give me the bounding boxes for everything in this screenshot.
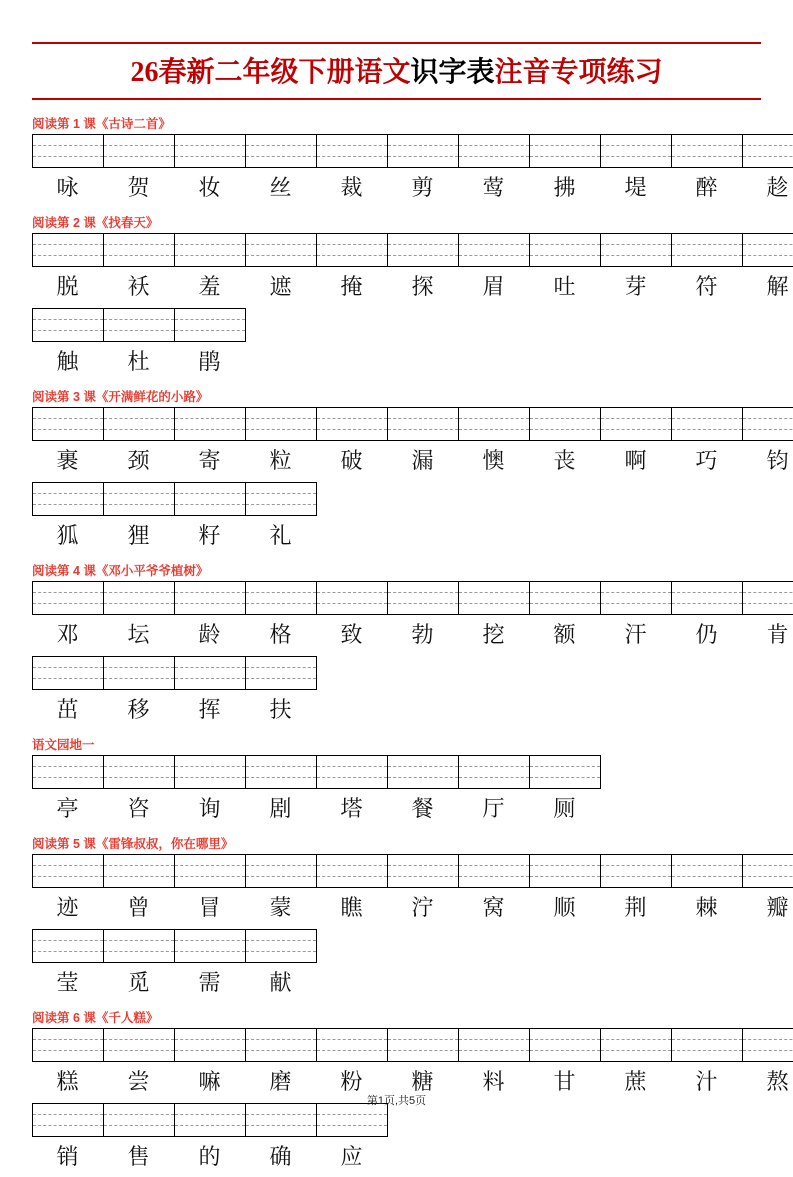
pinyin-write-cell[interactable] [246, 135, 317, 167]
pinyin-write-cell[interactable] [246, 855, 317, 887]
pinyin-write-cell[interactable] [33, 408, 104, 440]
hanzi-cell: 莺 [482, 175, 505, 200]
hanzi-cell: 献 [269, 970, 292, 995]
pinyin-write-cell[interactable] [104, 1104, 175, 1136]
pinyin-write-cell[interactable] [104, 309, 175, 341]
pinyin-write-cell[interactable] [672, 408, 743, 440]
pinyin-write-cell[interactable] [459, 582, 530, 614]
pinyin-write-cell[interactable] [459, 1029, 530, 1061]
hanzi-cell: 移 [127, 697, 150, 722]
hanzi-row [32, 441, 793, 481]
hanzi-cell: 仍 [695, 622, 718, 647]
pinyin-grid-row [32, 755, 601, 789]
hanzi-row [32, 342, 245, 382]
pinyin-write-cell[interactable] [672, 135, 743, 167]
hanzi-cell: 礼 [269, 523, 292, 548]
hanzi-row [32, 1137, 387, 1177]
pinyin-write-cell[interactable] [388, 756, 459, 788]
pinyin-write-cell[interactable] [388, 135, 459, 167]
pinyin-write-cell[interactable] [175, 135, 246, 167]
pinyin-write-cell[interactable] [175, 1104, 246, 1136]
hanzi-cell: 挥 [198, 697, 221, 722]
hanzi-cell: 挖 [482, 622, 505, 647]
hanzi-cell: 厕 [553, 796, 576, 821]
pinyin-write-cell[interactable] [104, 657, 175, 689]
hanzi-cell: 的 [198, 1144, 221, 1169]
pinyin-write-cell[interactable] [317, 1104, 388, 1136]
pinyin-write-cell[interactable] [175, 234, 246, 266]
pinyin-write-cell[interactable] [33, 657, 104, 689]
pinyin-write-cell[interactable] [33, 135, 104, 167]
pinyin-write-cell[interactable] [175, 855, 246, 887]
pinyin-write-cell[interactable] [743, 408, 793, 440]
hanzi-cell: 顺 [553, 895, 576, 920]
hanzi-cell: 妆 [198, 175, 221, 200]
hanzi-cell: 袄 [127, 274, 150, 299]
character-row-block [30, 482, 763, 556]
sections-container [30, 114, 789, 1177]
title-part-2: 识字表 [410, 57, 495, 88]
hanzi-cell: 曾 [127, 895, 150, 920]
hanzi-cell: 鹃 [198, 349, 221, 374]
hanzi-cell: 裹 [56, 448, 79, 473]
hanzi-cell: 确 [269, 1144, 292, 1169]
pinyin-write-cell[interactable] [388, 408, 459, 440]
pinyin-write-cell[interactable] [672, 582, 743, 614]
pinyin-grid-row [32, 407, 793, 441]
hanzi-row [32, 888, 793, 928]
lesson-section [30, 735, 763, 829]
page-footer: 第1页,共5页 [366, 1095, 427, 1107]
hanzi-cell: 拂 [553, 175, 576, 200]
hanzi-cell: 餐 [411, 796, 434, 821]
hanzi-cell: 茁 [56, 697, 79, 722]
hanzi-cell: 咨 [127, 796, 150, 821]
hanzi-cell: 瓣 [766, 895, 789, 920]
pinyin-write-cell[interactable] [175, 1029, 246, 1061]
hanzi-cell: 巧 [695, 448, 718, 473]
pinyin-write-cell[interactable] [530, 1029, 601, 1061]
hanzi-cell: 汁 [695, 1069, 718, 1094]
hanzi-cell: 糕 [56, 1069, 79, 1094]
pinyin-write-cell[interactable] [459, 408, 530, 440]
hanzi-cell: 裁 [340, 175, 363, 200]
hanzi-cell: 致 [340, 622, 363, 647]
hanzi-cell: 汗 [624, 622, 647, 647]
pinyin-write-cell[interactable] [317, 234, 388, 266]
pinyin-write-cell[interactable] [743, 582, 793, 614]
pinyin-write-cell[interactable] [388, 1029, 459, 1061]
hanzi-row [32, 963, 316, 1003]
hanzi-cell: 漏 [411, 448, 434, 473]
hanzi-cell: 破 [340, 448, 363, 473]
hanzi-cell: 堤 [624, 175, 647, 200]
pinyin-write-cell[interactable] [246, 756, 317, 788]
hanzi-cell: 蔗 [624, 1069, 647, 1094]
pinyin-write-cell[interactable] [246, 930, 317, 962]
pinyin-write-cell[interactable] [601, 1029, 672, 1061]
hanzi-cell: 粉 [340, 1069, 363, 1094]
hanzi-cell: 解 [766, 274, 789, 299]
pinyin-write-cell[interactable] [104, 855, 175, 887]
pinyin-write-cell[interactable] [672, 1029, 743, 1061]
hanzi-cell: 亭 [56, 796, 79, 821]
hanzi-cell: 颈 [127, 448, 150, 473]
hanzi-cell: 糖 [411, 1069, 434, 1094]
hanzi-row [32, 615, 793, 655]
hanzi-cell: 钧 [766, 448, 789, 473]
pinyin-write-cell[interactable] [104, 135, 175, 167]
hanzi-cell: 探 [411, 274, 434, 299]
pinyin-write-cell[interactable] [317, 408, 388, 440]
character-row-block [30, 1103, 763, 1177]
section-label: 阅读第 5 课《雷锋叔叔，你在哪里》 [32, 837, 234, 851]
hanzi-cell: 啊 [624, 448, 647, 473]
hanzi-cell: 丧 [553, 448, 576, 473]
hanzi-cell: 吐 [553, 274, 576, 299]
hanzi-cell: 迹 [56, 895, 79, 920]
hanzi-cell: 格 [269, 622, 292, 647]
pinyin-grid-row [32, 134, 793, 168]
pinyin-write-cell[interactable] [317, 855, 388, 887]
hanzi-cell: 料 [482, 1069, 505, 1094]
character-row-block [30, 407, 789, 481]
title-part-1: 26春新二年级下册语文 [130, 57, 411, 88]
hanzi-cell: 触 [56, 349, 79, 374]
pinyin-write-cell[interactable] [530, 135, 601, 167]
hanzi-cell: 狸 [127, 523, 150, 548]
pinyin-write-cell[interactable] [530, 582, 601, 614]
pinyin-write-cell[interactable] [530, 855, 601, 887]
pinyin-write-cell[interactable] [175, 930, 246, 962]
pinyin-write-cell[interactable] [743, 855, 793, 887]
pinyin-write-cell[interactable] [33, 1029, 104, 1061]
hanzi-cell: 坛 [127, 622, 150, 647]
lesson-section [30, 387, 789, 556]
hanzi-cell: 窝 [482, 895, 505, 920]
section-label: 阅读第 2 课《找春天》 [32, 216, 159, 230]
hanzi-cell: 塔 [340, 796, 363, 821]
section-label: 阅读第 6 课《千人糕》 [32, 1011, 159, 1025]
hanzi-cell: 眉 [482, 274, 505, 299]
hanzi-cell: 需 [198, 970, 221, 995]
pinyin-write-cell[interactable] [317, 756, 388, 788]
pinyin-write-cell[interactable] [601, 855, 672, 887]
hanzi-cell: 遮 [269, 274, 292, 299]
pinyin-write-cell[interactable] [175, 408, 246, 440]
hanzi-cell: 粒 [269, 448, 292, 473]
hanzi-cell: 荆 [624, 895, 647, 920]
hanzi-cell: 贺 [127, 175, 150, 200]
character-row-block [30, 308, 763, 382]
pinyin-write-cell[interactable] [317, 1029, 388, 1061]
pinyin-grid-row [32, 854, 793, 888]
hanzi-cell: 肯 [766, 622, 789, 647]
hanzi-cell: 掩 [340, 274, 363, 299]
pinyin-write-cell[interactable] [459, 756, 530, 788]
pinyin-write-cell[interactable] [530, 408, 601, 440]
pinyin-write-cell[interactable] [104, 483, 175, 515]
pinyin-write-cell[interactable] [459, 855, 530, 887]
pinyin-write-cell[interactable] [601, 135, 672, 167]
pinyin-write-cell[interactable] [601, 408, 672, 440]
hanzi-cell: 脱 [56, 274, 79, 299]
pinyin-write-cell[interactable] [175, 657, 246, 689]
section-label: 阅读第 3 课《开满鲜花的小路》 [32, 390, 209, 404]
pinyin-write-cell[interactable] [246, 1104, 317, 1136]
character-row-block [30, 854, 789, 928]
pinyin-write-cell[interactable] [601, 234, 672, 266]
pinyin-write-cell[interactable] [246, 582, 317, 614]
hanzi-cell: 符 [695, 274, 718, 299]
pinyin-write-cell[interactable] [317, 135, 388, 167]
pinyin-write-cell[interactable] [672, 234, 743, 266]
pinyin-grid-row [32, 656, 317, 690]
hanzi-cell: 觅 [127, 970, 150, 995]
hanzi-cell: 泞 [411, 895, 434, 920]
hanzi-cell: 懊 [482, 448, 505, 473]
pinyin-write-cell[interactable] [246, 408, 317, 440]
pinyin-grid-row [32, 233, 793, 267]
hanzi-row [32, 516, 316, 556]
lesson-section [30, 114, 789, 208]
pinyin-write-cell[interactable] [388, 234, 459, 266]
character-row-block [30, 755, 763, 829]
hanzi-cell: 剪 [411, 175, 434, 200]
hanzi-cell: 狐 [56, 523, 79, 548]
pinyin-write-cell[interactable] [33, 1104, 104, 1136]
hanzi-cell: 羞 [198, 274, 221, 299]
pinyin-write-cell[interactable] [246, 657, 317, 689]
pinyin-grid-row [32, 1028, 793, 1062]
hanzi-cell: 熬 [766, 1069, 789, 1094]
hanzi-cell: 蒙 [269, 895, 292, 920]
pinyin-write-cell[interactable] [672, 855, 743, 887]
pinyin-write-cell[interactable] [33, 582, 104, 614]
hanzi-cell: 瞧 [340, 895, 363, 920]
character-row-block [30, 1028, 789, 1102]
pinyin-write-cell[interactable] [33, 756, 104, 788]
pinyin-write-cell[interactable] [33, 483, 104, 515]
hanzi-cell: 莹 [56, 970, 79, 995]
pinyin-write-cell[interactable] [175, 309, 246, 341]
hanzi-cell: 磨 [269, 1069, 292, 1094]
hanzi-cell: 棘 [695, 895, 718, 920]
hanzi-cell: 厅 [482, 796, 505, 821]
hanzi-cell: 嘛 [198, 1069, 221, 1094]
hanzi-cell: 应 [340, 1144, 363, 1169]
hanzi-cell: 趁 [766, 175, 789, 200]
pinyin-write-cell[interactable] [104, 930, 175, 962]
hanzi-cell: 询 [198, 796, 221, 821]
pinyin-write-cell[interactable] [601, 582, 672, 614]
hanzi-cell: 寄 [198, 448, 221, 473]
pinyin-write-cell[interactable] [388, 582, 459, 614]
title-part-3: 注音专项练习 [494, 57, 663, 88]
character-row-block [30, 581, 789, 655]
pinyin-write-cell[interactable] [104, 756, 175, 788]
page-title [32, 42, 761, 100]
hanzi-cell: 醉 [695, 175, 718, 200]
hanzi-cell: 丝 [269, 175, 292, 200]
hanzi-cell: 扶 [269, 697, 292, 722]
section-label: 语文园地一 [32, 738, 95, 752]
section-label: 阅读第 1 课《古诗二首》 [32, 117, 171, 131]
lesson-section [30, 213, 789, 382]
pinyin-write-cell[interactable] [246, 1029, 317, 1061]
pinyin-write-cell[interactable] [459, 135, 530, 167]
pinyin-write-cell[interactable] [530, 756, 601, 788]
character-row-block [30, 233, 789, 307]
hanzi-cell: 售 [127, 1144, 150, 1169]
pinyin-grid-row [32, 929, 317, 963]
lesson-section [30, 561, 789, 730]
pinyin-grid-row [32, 308, 246, 342]
character-row-block [30, 929, 763, 1003]
hanzi-cell: 邓 [56, 622, 79, 647]
pinyin-write-cell[interactable] [104, 1029, 175, 1061]
pinyin-grid-row [32, 1103, 388, 1137]
hanzi-cell: 冒 [198, 895, 221, 920]
pinyin-write-cell[interactable] [175, 483, 246, 515]
pinyin-write-cell[interactable] [104, 408, 175, 440]
pinyin-write-cell[interactable] [388, 855, 459, 887]
character-row-block [30, 134, 789, 208]
hanzi-row [32, 789, 600, 829]
pinyin-grid-row [32, 482, 317, 516]
pinyin-write-cell[interactable] [317, 582, 388, 614]
hanzi-row [32, 690, 316, 730]
hanzi-row [32, 267, 793, 307]
pinyin-write-cell[interactable] [459, 234, 530, 266]
pinyin-grid-row [32, 581, 793, 615]
lesson-section [30, 834, 789, 1003]
pinyin-write-cell[interactable] [33, 855, 104, 887]
pinyin-write-cell[interactable] [743, 1029, 793, 1061]
hanzi-cell: 芽 [624, 274, 647, 299]
pinyin-write-cell[interactable] [246, 483, 317, 515]
section-label: 阅读第 4 课《邓小平爷爷植树》 [32, 564, 209, 578]
pinyin-write-cell[interactable] [530, 234, 601, 266]
pinyin-write-cell[interactable] [33, 930, 104, 962]
hanzi-cell: 剧 [269, 796, 292, 821]
hanzi-cell: 尝 [127, 1069, 150, 1094]
pinyin-write-cell[interactable] [175, 582, 246, 614]
pinyin-write-cell[interactable] [246, 234, 317, 266]
hanzi-cell: 籽 [198, 523, 221, 548]
pinyin-write-cell[interactable] [104, 234, 175, 266]
hanzi-row [32, 168, 793, 208]
hanzi-cell: 甘 [553, 1069, 576, 1094]
pinyin-write-cell[interactable] [175, 756, 246, 788]
hanzi-cell: 杜 [127, 349, 150, 374]
pinyin-write-cell[interactable] [743, 234, 793, 266]
pinyin-write-cell[interactable] [33, 234, 104, 266]
hanzi-cell: 勃 [411, 622, 434, 647]
pinyin-write-cell[interactable] [104, 582, 175, 614]
hanzi-cell: 额 [553, 622, 576, 647]
character-row-block [30, 656, 763, 730]
pinyin-write-cell[interactable] [743, 135, 793, 167]
pinyin-write-cell[interactable] [33, 309, 104, 341]
hanzi-cell: 龄 [198, 622, 221, 647]
hanzi-cell: 咏 [56, 175, 79, 200]
hanzi-cell: 销 [56, 1144, 79, 1169]
